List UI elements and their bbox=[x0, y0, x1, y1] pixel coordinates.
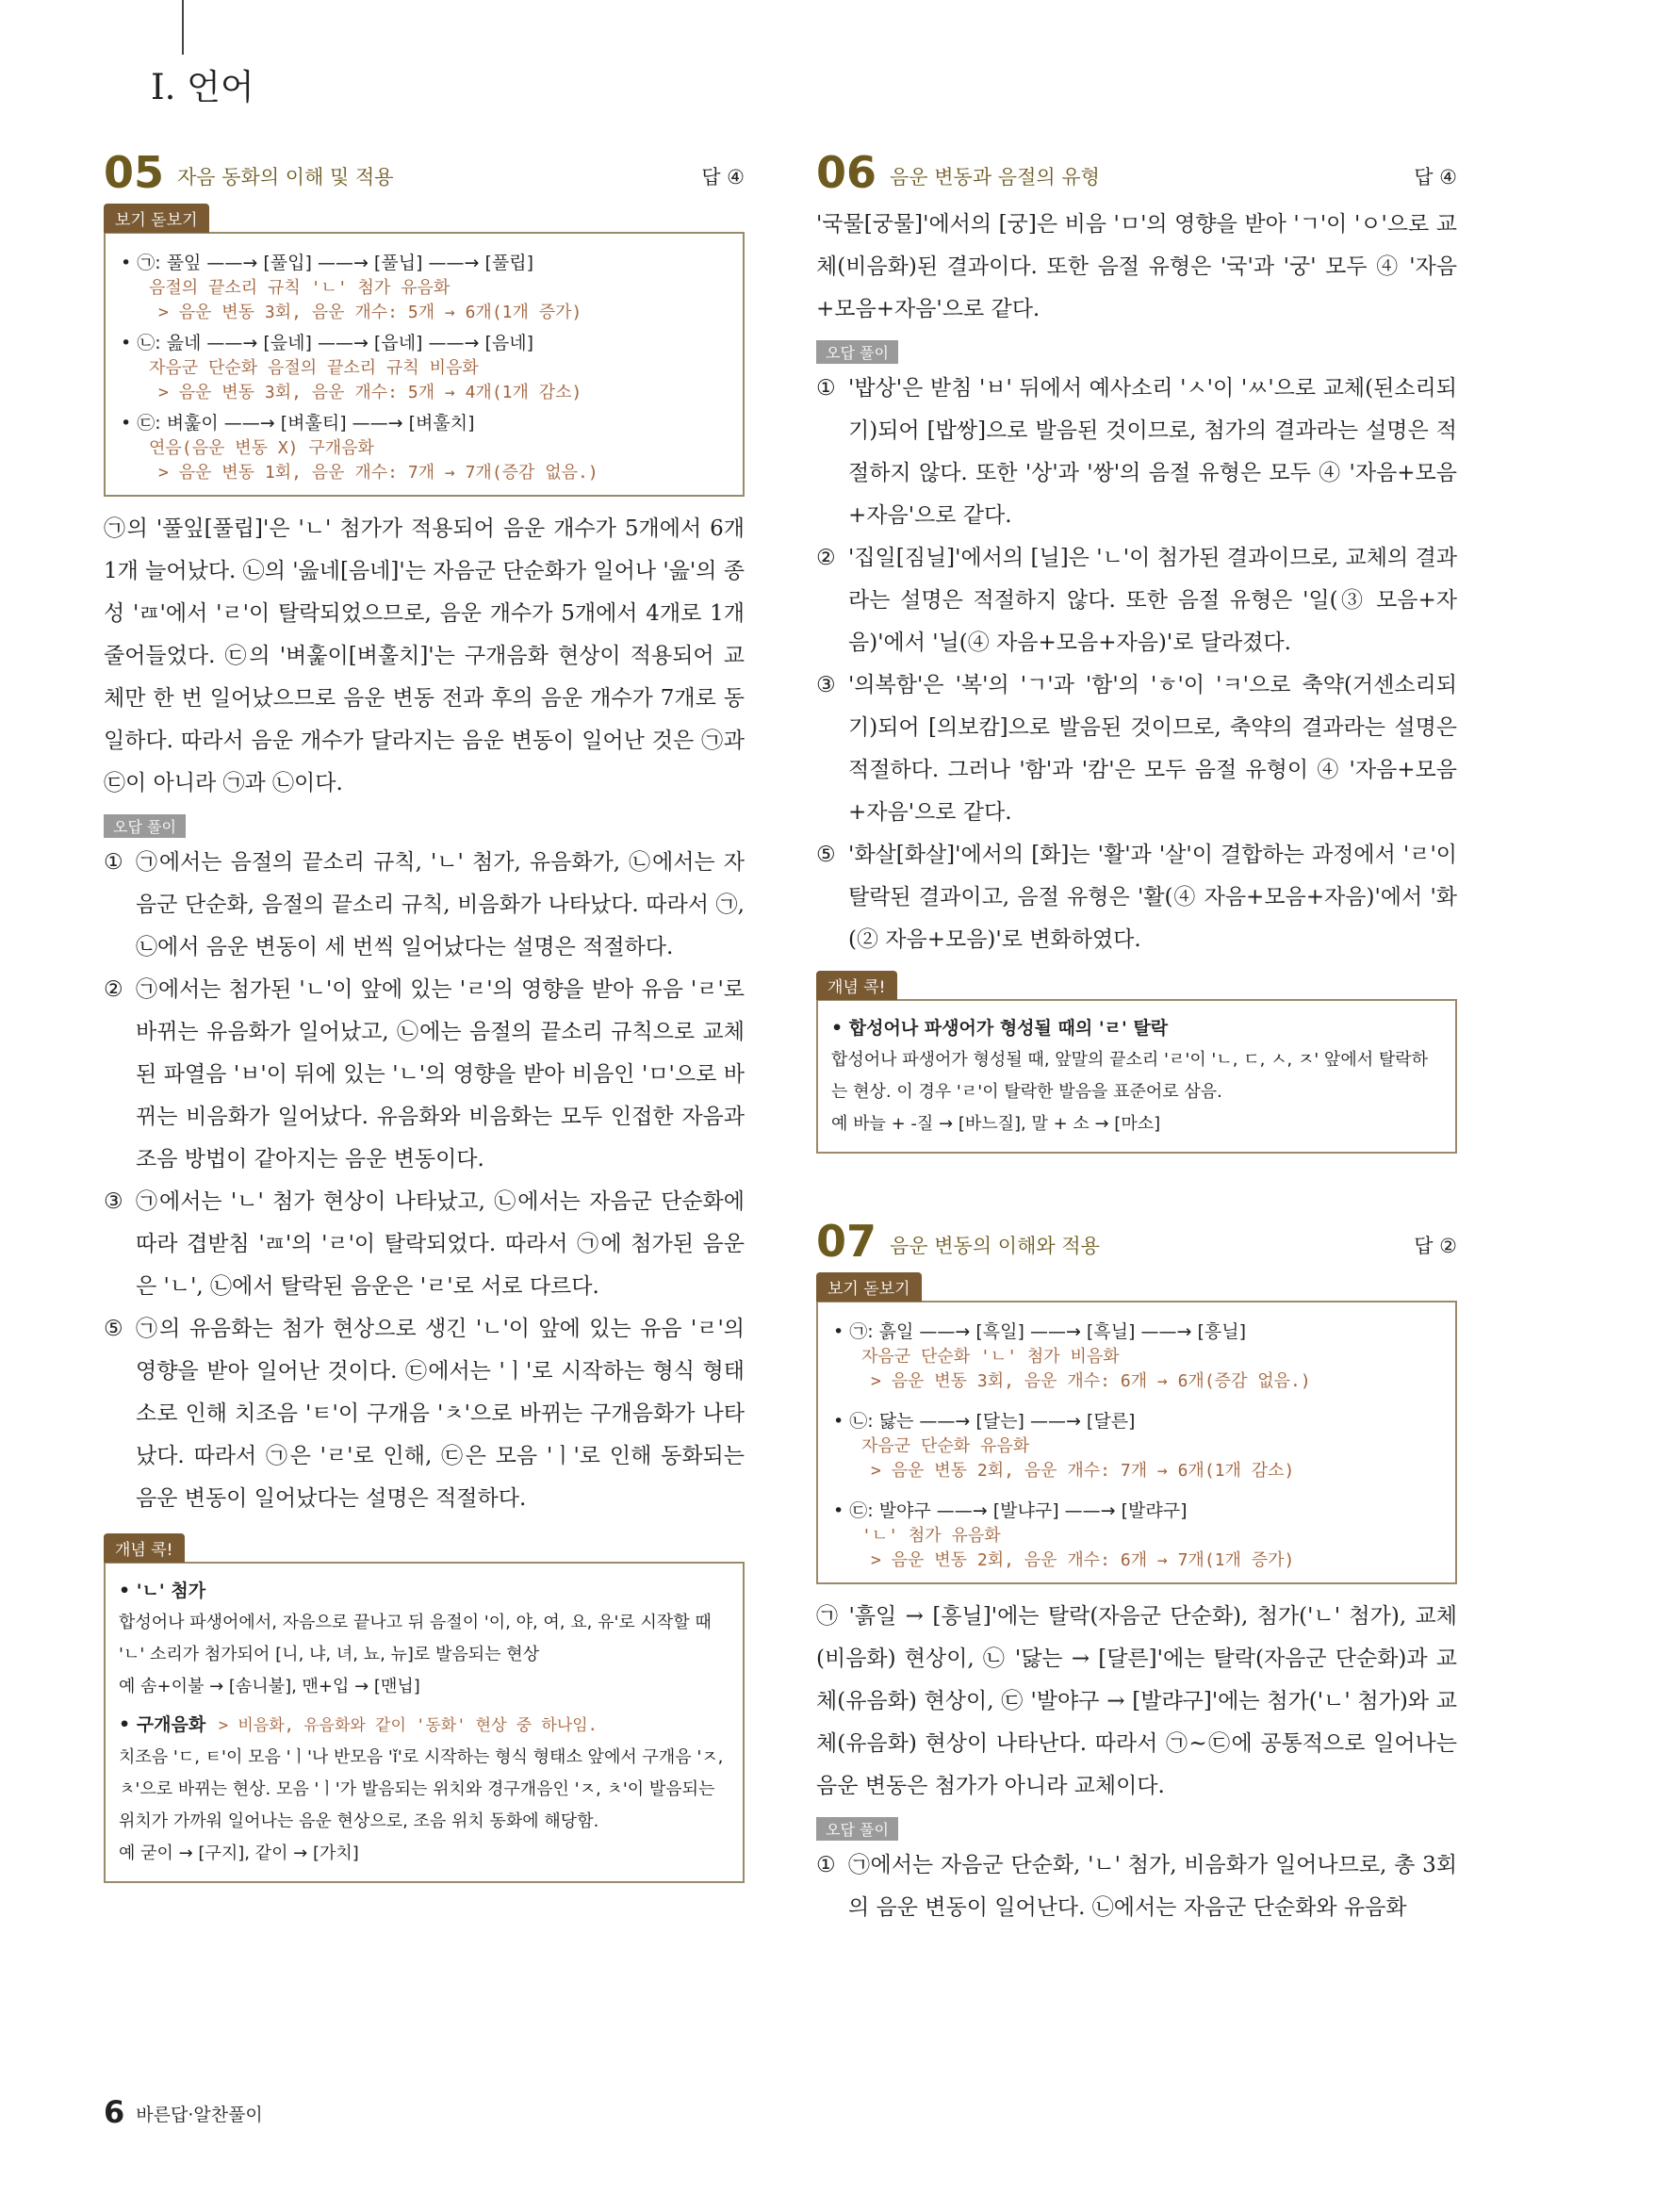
item-number: ② bbox=[104, 977, 123, 1002]
q07-bogi-row-1: • ㉠: 흙일 ——→ [흑일] ——→ [흑닐] ——→ [흥닐] bbox=[833, 1321, 1246, 1342]
q06-odap-label: 오답 풀이 bbox=[816, 340, 898, 364]
item-number: ① bbox=[816, 1853, 836, 1877]
q06-concept-label: 개념 콕! bbox=[816, 971, 897, 1000]
q07-bogi-note-2: 자음군 단순화 유음화 bbox=[861, 1436, 1030, 1456]
q06-odap-item bbox=[816, 368, 1457, 537]
item-number: ② bbox=[816, 546, 836, 570]
item-number: ① bbox=[104, 850, 123, 875]
q07-bogi-box bbox=[816, 1301, 1457, 1584]
item-number: ① bbox=[816, 376, 836, 401]
q05-bogi-summary-3: > 음운 변동 1회, 음운 개수: 7개 → 7개(증감 없음.) bbox=[158, 463, 598, 483]
q06-odap-item bbox=[816, 664, 1457, 834]
q07-bogi-summary-3: > 음운 변동 2회, 음운 개수: 6개 → 7개(1개 증가) bbox=[871, 1550, 1295, 1570]
q06-odap-item bbox=[816, 834, 1457, 961]
item-text: '밥상'은 받침 'ㅂ' 뒤에서 예사소리 'ㅅ'이 'ㅆ'으로 교체(된소리되기)되어 [밥쌍]으로 발음된 것이므로, 첨가의 결과라는 설명은 적절하지 않다. 또한 '상'과 '쌍'의 음절 유형은 모두 ④ '자음+모음+자음'으로 같다. bbox=[848, 376, 1457, 528]
item-text: '화살[화살]'에서의 [화]는 '활'과 '살'이 결합하는 과정에서 'ㄹ'이 탈락된 결과이고, 음절 유형은 '활(④ 자음+모음+자음)'에서 '화(② 자음+모음)'로 변화하였다. bbox=[848, 843, 1457, 952]
q05-bogi-label: 보기 돋보기 bbox=[104, 204, 209, 233]
concept-desc-2: 치조음 'ㄷ, ㅌ'이 모음 'ㅣ'나 반모음 'ǐ'로 시작하는 형식 형태소 앞에서 구개음 'ㅈ, ㅊ'으로 바뀌는 현상. 모음 'ㅣ'가 발음되는 위치와 경구개음인 'ㅈ, ㅊ'이 발음되는 위치가 가까워 일어나는 음운 현상으로, 조음 위치 동화에 해당함. bbox=[119, 1747, 724, 1831]
q05-bogi-summary-1: > 음운 변동 3회, 음운 개수: 5개 → 6개(1개 증가) bbox=[158, 303, 582, 322]
q06-answer: 답 ④ bbox=[1414, 166, 1457, 188]
page-footer bbox=[104, 2094, 263, 2130]
q05-odap-label: 오답 풀이 bbox=[104, 814, 186, 838]
item-text: '집일[짐닐]'에서의 [닐]은 'ㄴ'이 첨가된 결과이므로, 교체의 결과라는 설명은 적절하지 않다. 또한 음절 유형은 '일(③ 모음+자음)'에서 '닐(④ 자음+모음+자음)'로 달라졌다. bbox=[848, 546, 1457, 655]
concept-example-1: 예 바늘 + -질 → [바느질], 말 + 소 → [마소] bbox=[831, 1114, 1161, 1134]
q05-odap-item bbox=[104, 969, 745, 1181]
q07-odap-item bbox=[816, 1844, 1457, 1929]
q05-bogi-note-2: 자음군 단순화 음절의 끝소리 규칙 비음화 bbox=[149, 358, 479, 378]
concept-desc-1: 합성어나 파생어가 형성될 때, 앞말의 끝소리 'ㄹ'이 'ㄴ, ㄷ, ㅅ, ㅈ' 앞에서 탈락하는 현상. 이 경우 'ㄹ'이 탈락한 발음을 표준어로 삼음. bbox=[831, 1050, 1428, 1102]
q05-odap-item bbox=[104, 842, 745, 969]
q05-bogi-row-2: • ㉡: 읊네 ——→ [읖네] ——→ [읍네] ——→ [음네] bbox=[121, 333, 533, 353]
item-text: ㉠에서는 첨가된 'ㄴ'이 앞에 있는 'ㄹ'의 영향을 받아 유음 'ㄹ'로 바뀌는 유음화가 일어났고, ㉡에는 음절의 끝소리 규칙으로 교체된 파열음 'ㅂ'이 뒤에 있는 'ㄴ'의 영향을 받아 비음인 'ㅁ'으로 바뀌는 비음화가 일어났다. 유음화와 비음화는 모두 인접한 자음과 조음 방법이 같아지는 음운 변동이다. bbox=[136, 977, 745, 1172]
q05-explanation: ㉠의 '풀잎[풀립]'은 'ㄴ' 첨가가 적용되어 음운 개수가 5개에서 6개 1개 늘어났다. ㉡의 '읊네[음네]'는 자음군 단순화가 일어나 '읊'의 종성 'ㄿ'에서 'ㄹ'이 탈락되었으므로, 음운 개수가 5개에서 4개로 1개 줄어들었다. ㉢의 '벼훑이[벼훌치]'는 구개음화 현상이 적용되어 교체만 한 번 일어났으므로 음운 변동 전과 후의 음운 개수가 7개로 동일하다. 따라서 음운 개수가 달라지는 음운 변동이 일어난 것은 ㉠과 ㉢이 아니라 ㉠과 ㉡이다. bbox=[104, 516, 745, 795]
q07-number: 07 bbox=[816, 1216, 877, 1267]
left-column bbox=[104, 141, 745, 1883]
item-text: ㉠에서는 음절의 끝소리 규칙, 'ㄴ' 첨가, 유음화가, ㉡에서는 자음군 단순화, 음절의 끝소리 규칙, 비음화가 나타났다. 따라서 ㉠, ㉡에서 음운 변동이 세 번씩 일어났다는 설명은 적절하다. bbox=[136, 850, 745, 959]
item-text: ㉠에서는 'ㄴ' 첨가 현상이 나타났고, ㉡에서는 자음군 단순화에 따라 겹받침 'ㄿ'의 'ㄹ'이 탈락되었다. 따라서 ㉠에 첨가된 음운은 'ㄴ', ㉡에서 탈락된 음운은 'ㄹ'로 서로 다르다. bbox=[136, 1189, 745, 1299]
q07-bogi-summary-1: > 음운 변동 3회, 음운 개수: 6개 → 6개(증감 없음.) bbox=[871, 1371, 1311, 1391]
item-text: ㉠의 유음화는 첨가 현상으로 생긴 'ㄴ'이 앞에 있는 유음 'ㄹ'의 영향을 받아 일어난 것이다. ㉢에서는 'ㅣ'로 시작하는 형식 형태소로 인해 치조음 'ㅌ'이 구개음 'ㅊ'으로 바뀌는 구개음화가 나타났다. 따라서 ㉠은 'ㄹ'로 인해, ㉢은 모음 'ㅣ'로 인해 동화되는 음운 변동이 일어났다는 설명은 적절하다. bbox=[136, 1317, 745, 1511]
q07-bogi-note-1: 자음군 단순화 'ㄴ' 첨가 비음화 bbox=[861, 1347, 1120, 1367]
item-text: '의복함'은 '복'의 'ㄱ'과 '함'의 'ㅎ'이 'ㅋ'으로 축약(거센소리되기)되어 [의보캄]으로 발음된 것이므로, 축약의 결과라는 설명은 적절하다. 그러나 '함'과 '캄'은 모두 음절 유형이 ④ '자음+모음+자음'으로 같다. bbox=[848, 673, 1457, 825]
concept-example-1: 예 솜+이불 → [솜니불], 맨+입 → [맨닙] bbox=[119, 1677, 420, 1696]
q07-bogi-label: 보기 돋보기 bbox=[816, 1272, 922, 1302]
q05-concept-label: 개념 콕! bbox=[104, 1533, 185, 1563]
q07-bogi-summary-2: > 음운 변동 2회, 음운 개수: 7개 → 6개(1개 감소) bbox=[871, 1461, 1295, 1481]
q05-odap-item bbox=[104, 1308, 745, 1520]
q06-concept-box bbox=[816, 999, 1457, 1154]
q05-bogi-summary-2: > 음운 변동 3회, 음운 개수: 5개 → 4개(1개 감소) bbox=[158, 383, 582, 402]
q07-bogi-note-3: 'ㄴ' 첨가 유음화 bbox=[861, 1526, 1001, 1546]
item-text: ㉠에서는 자음군 단순화, 'ㄴ' 첨가, 비음화가 일어나므로, 총 3회의 음운 변동이 일어난다. ㉡에서는 자음군 단순화와 유음화 bbox=[848, 1853, 1457, 1920]
header-rule bbox=[182, 0, 184, 55]
concept-term-2: • 구개음화 bbox=[119, 1714, 206, 1735]
item-number: ③ bbox=[104, 1189, 123, 1214]
page-number: 6 bbox=[104, 2094, 125, 2130]
q07-header bbox=[816, 1210, 1457, 1267]
q05-number: 05 bbox=[104, 147, 165, 198]
q05-bogi-box bbox=[104, 232, 745, 497]
q07-bogi-row-2: • ㉡: 닳는 ——→ [달는] ——→ [달른] bbox=[833, 1411, 1136, 1432]
item-number: ⑤ bbox=[104, 1317, 123, 1341]
q07-answer: 답 ② bbox=[1414, 1235, 1457, 1257]
concept-term-1: • 합성어나 파생어가 형성될 때의 'ㄹ' 탈락 bbox=[831, 1018, 1169, 1039]
q05-bogi-note-1: 음절의 끝소리 규칙 'ㄴ' 첨가 유음화 bbox=[149, 278, 451, 298]
q06-explanation: '국물[궁물]'에서의 [궁]은 비음 'ㅁ'의 영향을 받아 'ㄱ'이 'ㅇ'으로 교체(비음화)된 결과이다. 또한 음절 유형은 '국'과 '궁' 모두 ④ '자음+모음+자음'으로 같다. bbox=[816, 212, 1457, 321]
item-number: ⑤ bbox=[816, 843, 836, 867]
q07-title: 음운 변동의 이해와 적용 bbox=[890, 1235, 1100, 1257]
q05-bogi-row-3: • ㉢: 벼훑이 ——→ [벼훌티] ——→ [벼훌치] bbox=[121, 413, 475, 434]
q07-explanation: ㉠ '흙일 → [흥닐]'에는 탈락(자음군 단순화), 첨가('ㄴ' 첨가), 교체(비음화) 현상이, ㉡ '닳는 → [달른]'에는 탈락(자음군 단순화)과 교체(유음화) 현상이, ㉢ '발야구 → [발랴구]'에는 첨가('ㄴ' 첨가)와 교체(유음화) 현상이 나타난다. 따라서 ㉠~㉢에 공통적으로 일어나는 음운 변동은 첨가가 아니라 교체이다. bbox=[816, 1604, 1457, 1798]
q06-number: 06 bbox=[816, 147, 877, 198]
concept-note-2: > 비음화, 유음화와 같이 '동화' 현상 중 하나임. bbox=[218, 1716, 598, 1735]
q05-concept-box bbox=[104, 1562, 745, 1883]
right-column bbox=[816, 141, 1457, 1929]
q05-bogi-row-1: • ㉠: 풀잎 ——→ [풀입] ——→ [풀닙] ——→ [풀립] bbox=[121, 253, 533, 273]
concept-example-2: 예 굳이 → [구지], 같이 → [가치] bbox=[119, 1843, 359, 1863]
q07-bogi-row-3: • ㉢: 발야구 ——→ [발냐구] ——→ [발랴구] bbox=[833, 1500, 1188, 1521]
q06-odap-item bbox=[816, 537, 1457, 664]
q06-header bbox=[816, 141, 1457, 198]
book-title: 바른답·알찬풀이 bbox=[136, 2105, 263, 2125]
concept-term-1: • 'ㄴ' 첨가 bbox=[119, 1581, 206, 1601]
q05-title: 자음 동화의 이해 및 적용 bbox=[177, 166, 394, 188]
q05-bogi-note-3: 연음(음운 변동 X) 구개음화 bbox=[149, 438, 374, 458]
item-number: ③ bbox=[816, 673, 836, 697]
chapter-title: Ⅰ. 언어 bbox=[151, 67, 254, 107]
q07-odap-label: 오답 풀이 bbox=[816, 1817, 898, 1841]
q05-header bbox=[104, 141, 745, 198]
q05-answer: 답 ④ bbox=[701, 166, 745, 188]
concept-desc-1: 합성어나 파생어에서, 자음으로 끝나고 뒤 음절이 '이, 야, 여, 요, 유'로 시작할 때 'ㄴ' 소리가 첨가되어 [니, 냐, 녀, 뇨, 뉴]로 발음되는 현상 bbox=[119, 1613, 712, 1664]
q05-odap-item bbox=[104, 1181, 745, 1308]
q06-title: 음운 변동과 음절의 유형 bbox=[890, 166, 1100, 188]
